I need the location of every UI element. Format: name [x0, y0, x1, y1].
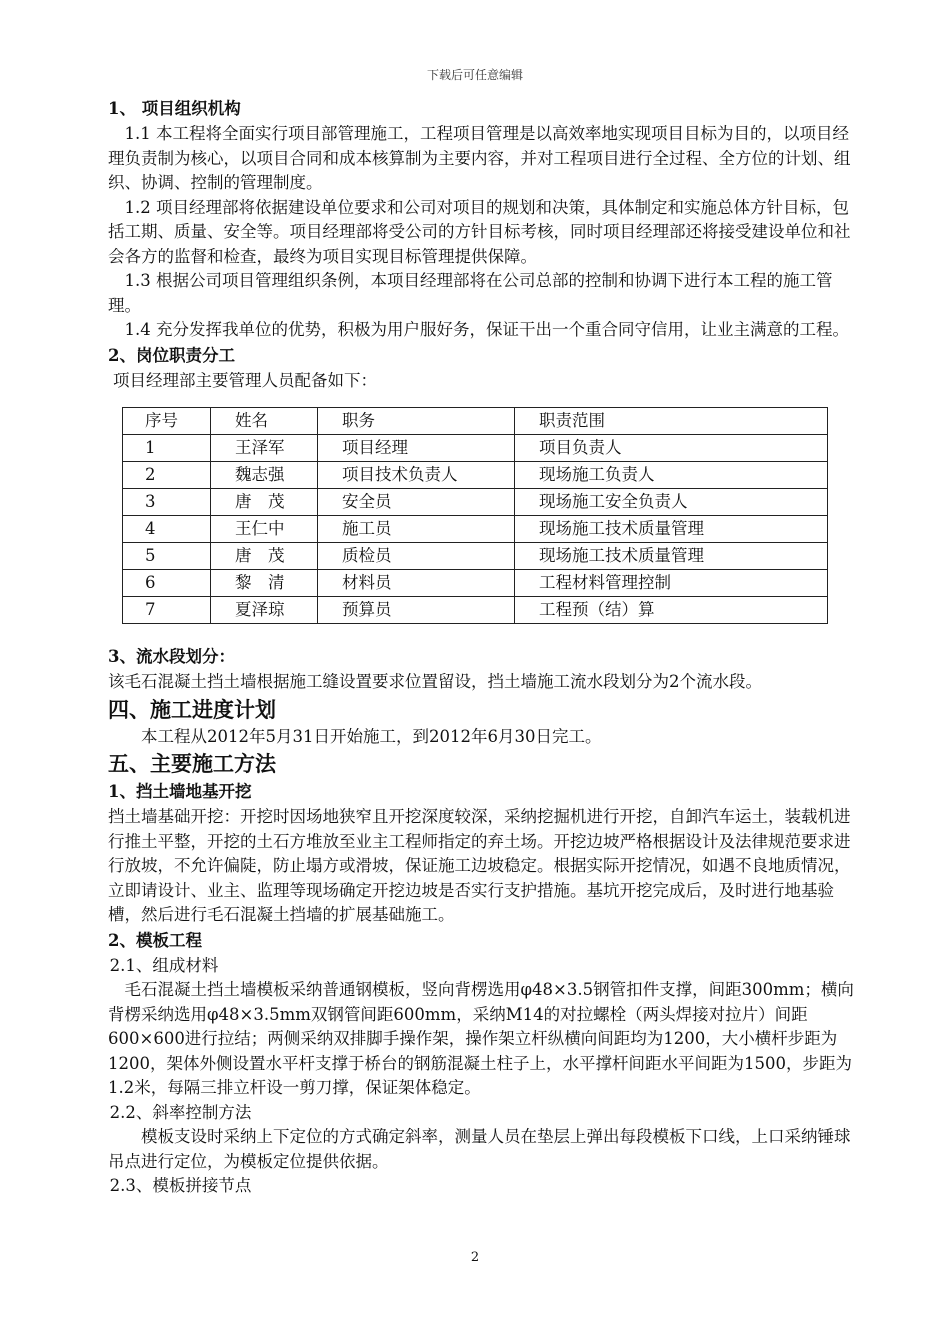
table-row	[123, 435, 828, 462]
subsection-2-2-heading: 2.2、斜率控制方法	[109, 1102, 252, 1122]
cell-name: 黎 清	[211, 570, 318, 597]
paragraph-3-1: 该毛石混凝土挡土墙根据施工缝设置要求位置留设，挡土墙施工流水段划分为2个流水段。	[108, 672, 762, 691]
paragraph-1-4: 1.4 充分发挥我单位的优势，积极为用户服好务，保证干出一个重合同守信用，让业主满意的工程。	[124, 320, 849, 339]
cell-number: 6	[123, 570, 211, 597]
cell-duty: 现场施工安全负责人	[515, 489, 828, 516]
cell-name: 王泽军	[211, 435, 318, 462]
subsection-2-1-heading: 2.1、组成材料	[109, 955, 219, 975]
subsection-5-1-heading: 1、挡土墙地基开挖	[108, 782, 252, 801]
section-4-heading: 四、施工进度计划	[108, 696, 276, 722]
cell-duty: 项目负责人	[515, 435, 828, 462]
cell-position: 项目经理	[318, 435, 515, 462]
table-row	[123, 516, 828, 543]
paragraph-1-3: 1.3 根据公司项目管理组织条例，本项目经理部将在公司总部的控制和协调下进行本工程的施工管理。	[108, 271, 833, 315]
cell-number: 7	[123, 597, 211, 624]
paragraph-1-1: 1.1 本工程将全面实行项目部管理施工，工程项目管理是以高效率地实现项目目标为目的，以项目经理负责制为核心，以项目合同和成本核算制为主要内容，并对工程项目进行全过程、全方位的计划、组织、协调、控制的管理制度。	[108, 124, 851, 192]
header-cell: 序号	[123, 408, 211, 435]
cell-number: 2	[123, 462, 211, 489]
section-3-heading: 3、流水段划分：	[108, 647, 235, 666]
paragraph-2-1: 毛石混凝土挡土墙模板采纳普通钢模板，竖向背楞选用φ48×3.5钢管扣件支撑，间距300mm；横向背楞采纳选用φ48×3.5mm双钢管间距600mm，采纳M14的对拉螺栓（两头焊接对拉片）间距600×600进行拉结；两侧采纳双排脚手操作架，操作架立杆纵横向间距均为1200，大小横杆步距为1200，架体外侧设置水平杆支撑于桥台的钢筋混凝土柱子上，水平撑杆间距水平间距为1500，步距为1.2米，每隔三排立杆设一剪刀撑，保证架体稳定。	[108, 980, 854, 1097]
cell-position: 质检员	[318, 543, 515, 570]
cell-number: 4	[123, 516, 211, 543]
table-row	[123, 543, 828, 570]
subsection-2-3-heading: 2.3、模板拼接节点	[109, 1176, 252, 1195]
section-2-heading: 2、岗位职责分工	[108, 345, 235, 365]
section-1-heading: 1、 项目组织机构	[108, 99, 241, 118]
cell-name: 唐 茂	[211, 543, 318, 570]
header-cell: 职务	[318, 408, 515, 435]
paragraph-2-2: 模板支设时采纳上下定位的方式确定斜率，测量人员在垫层上弹出每段模板下口线，上口采纳锤球吊点进行定位，为模板定位提供依据。	[108, 1127, 851, 1171]
cell-duty: 工程材料管理控制	[515, 570, 828, 597]
paragraph-1-2: 1.2 项目经理部将依据建设单位要求和公司对项目的规划和决策，具体制定和实施总体方针目标，包括工期、质量、安全等。项目经理部将受公司的方针目标考核，同时项目经理部还将接受建设单位和社会各方的监督和检查，最终为项目实现目标管理提供保障。	[108, 197, 851, 266]
table-row	[123, 462, 828, 489]
paragraph-4-1: 本工程从2012年5月31日开始施工，到2012年6月30日完工。	[141, 726, 602, 746]
cell-name: 夏泽琼	[211, 597, 318, 624]
cell-duty: 工程预（结）算	[515, 597, 828, 624]
table-row	[123, 489, 828, 516]
paragraph-5-1: 挡土墙基础开挖：开挖时因场地狭窄且开挖深度较深，采纳挖掘机进行开挖，自卸汽车运土，装载机进行推土平整，开挖的土石方堆放至业主工程师指定的弃土场。开挖边坡严格根据设计及法律规范要求进行放坡，不允许偏陡，防止塌方或滑坡，保证施工边坡稳定。根据实际开挖情况，如遇不良地质情况，立即请设计、业主、监理等现场确定开挖边坡是否实行支护措施。基坑开挖完成后，及时进行地基验槽，然后进行毛石混凝土挡墙的扩展基础施工。	[108, 807, 851, 924]
cell-position: 施工员	[318, 516, 515, 543]
cell-name: 王仁中	[211, 516, 318, 543]
subsection-5-2-heading: 2、模板工程	[108, 930, 202, 950]
cell-number: 3	[123, 489, 211, 516]
cell-position: 预算员	[318, 597, 515, 624]
table-row	[123, 597, 828, 624]
cell-name: 唐 茂	[211, 489, 318, 516]
page-header: 下载后可任意编辑	[426, 68, 523, 82]
page-number: 2	[470, 1250, 480, 1265]
cell-position: 材料员	[318, 570, 515, 597]
header-cell: 职责范围	[515, 408, 828, 435]
cell-duty: 现场施工负责人	[515, 462, 828, 489]
cell-number: 5	[123, 543, 211, 570]
staff-table	[122, 407, 828, 624]
table-header-row	[123, 408, 828, 435]
document-body	[108, 96, 860, 1199]
header-cell: 姓名	[211, 408, 318, 435]
cell-position: 项目技术负责人	[318, 462, 515, 489]
staff-intro: 项目经理部主要管理人员配备如下：	[112, 370, 377, 390]
table-row	[123, 570, 828, 597]
cell-position: 安全员	[318, 489, 515, 516]
cell-duty: 现场施工技术质量管理	[515, 543, 828, 570]
cell-number: 1	[123, 435, 211, 462]
cell-duty: 现场施工技术质量管理	[515, 516, 828, 543]
section-5-heading: 五、主要施工方法	[108, 751, 276, 776]
cell-name: 魏志强	[211, 462, 318, 489]
